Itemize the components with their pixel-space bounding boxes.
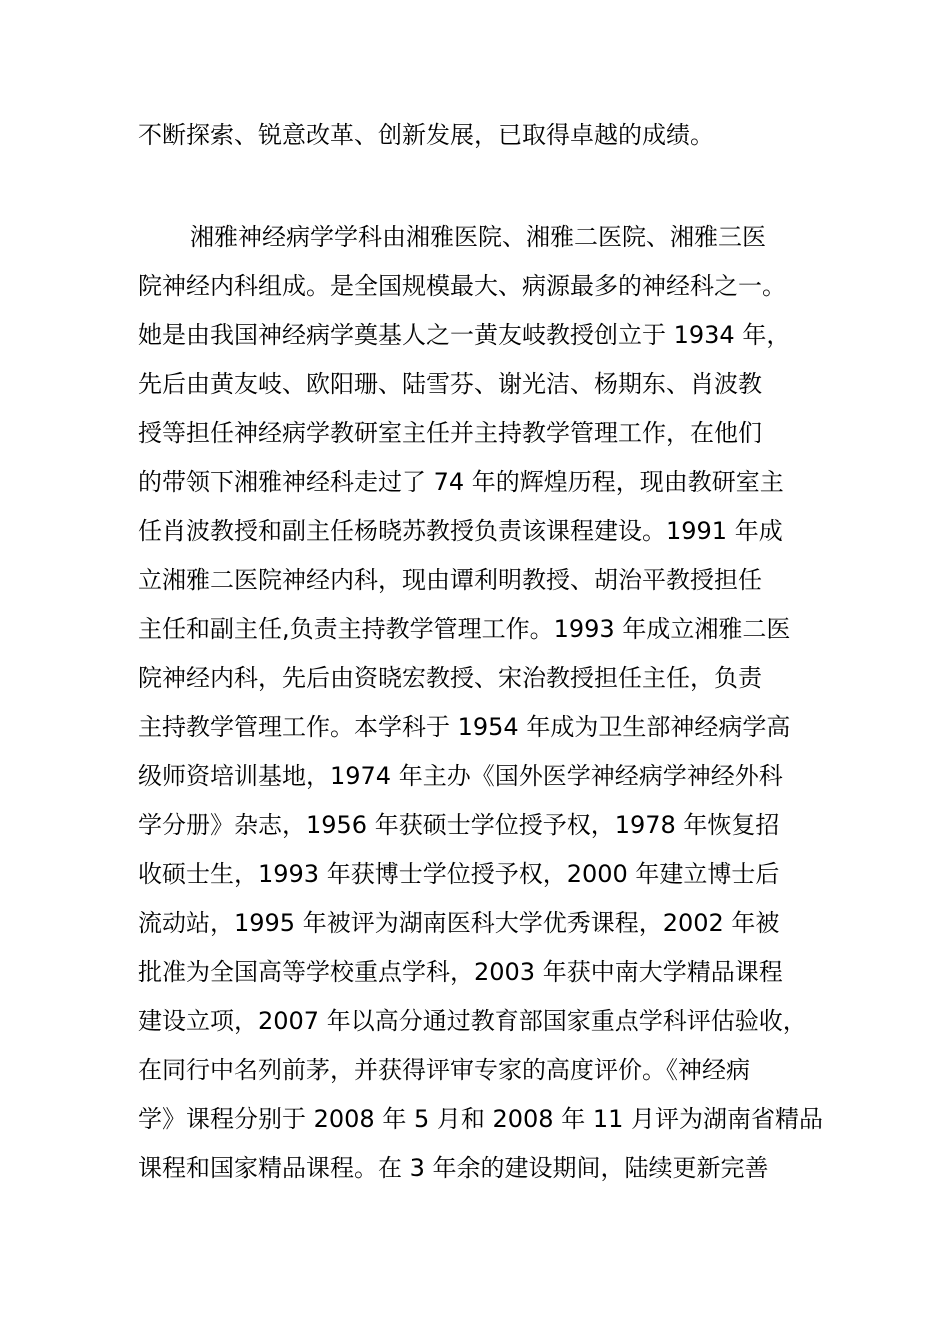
- paragraph-line: 主任和副主任,负责主持教学管理工作。1993 年成立湘雅二医: [138, 615, 791, 643]
- paragraph-line: 课程和国家精品课程。在 3 年余的建设期间，陆续更新完善: [138, 1154, 769, 1182]
- paragraph-line: 在同行中名列前茅，并获得评审专家的高度评价。《神经病: [138, 1056, 750, 1084]
- paragraph-line: 学》课程分别于 2008 年 5 月和 2008 年 11 月评为湖南省精品: [138, 1105, 823, 1133]
- paragraph-line: 建设立项，2007 年以高分通过教育部国家重点学科评估验收，: [138, 1007, 807, 1035]
- paragraph-line: 授等担任神经病学教研室主任并主持教学管理工作，在他们: [138, 419, 762, 447]
- paragraph-line: 她是由我国神经病学奠基人之一黄友岐教授创立于 1934 年，: [138, 321, 791, 349]
- paragraph-line: 湘雅神经病学学科由湘雅医院、湘雅二医院、湘雅三医: [190, 223, 766, 251]
- paragraph-line: 流动站，1995 年被评为湖南医科大学优秀课程，2002 年被: [138, 909, 780, 937]
- paragraph-line: 收硕士生，1993 年获博士学位授予权，2000 年建立博士后: [138, 860, 780, 888]
- opening-line: 不断探索、锐意改革、创新发展，已取得卓越的成绩。: [138, 121, 714, 149]
- paragraph-line: 院神经内科，先后由资晓宏教授、宋治教授担任主任，负责: [138, 664, 762, 692]
- paragraph-line: 任肖波教授和副主任杨晓苏教授负责该课程建设。1991 年成: [138, 517, 783, 545]
- paragraph-line: 学分册》杂志，1956 年获硕士学位授予权，1978 年恢复招: [138, 811, 780, 839]
- paragraph-line: 级师资培训基地，1974 年主办《国外医学神经病学神经外科: [138, 762, 783, 790]
- paragraph-line: 先后由黄友岐、欧阳珊、陆雪芬、谢光洁、杨期东、肖波教: [138, 370, 762, 398]
- paragraph-line: 主持教学管理工作。本学科于 1954 年成为卫生部神经病学高: [138, 713, 791, 741]
- paragraph-line: 的带领下湘雅神经科走过了 74 年的辉煌历程，现由教研室主: [138, 468, 784, 496]
- paragraph-line: 立湘雅二医院神经内科，现由谭利明教授、胡治平教授担任: [138, 566, 762, 594]
- paragraph-line: 批准为全国高等学校重点学科，2003 年获中南大学精品课程: [138, 958, 783, 986]
- paragraph-line: 院神经内科组成。是全国规模最大、病源最多的神经科之一。: [138, 272, 786, 300]
